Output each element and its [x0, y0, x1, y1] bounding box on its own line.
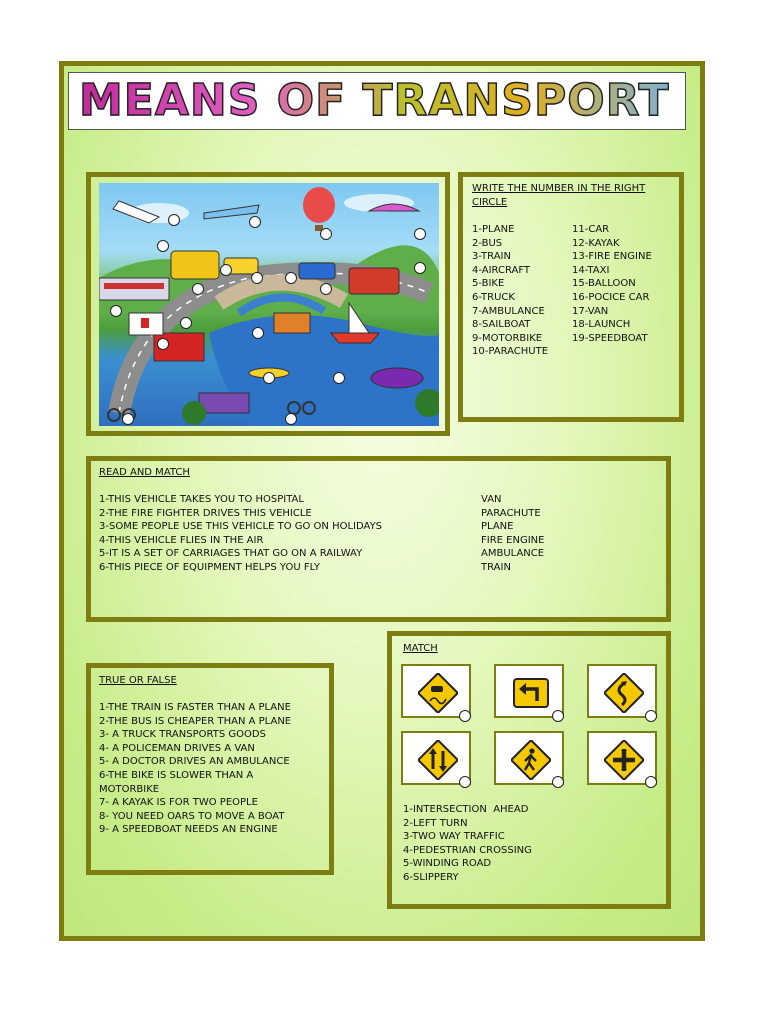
- list-item: PLANE: [481, 521, 514, 533]
- list-item: 4- A POLICEMAN DRIVES A VAN: [99, 742, 255, 754]
- winding-road-sign: [587, 664, 657, 718]
- slippery-road-sign: [401, 664, 471, 718]
- list-item: AMBULANCE: [481, 548, 545, 560]
- list-item: 4-THIS VEHICLE FLIES IN THE AIR: [99, 534, 264, 546]
- list-item: 2-LEFT TURN: [403, 817, 468, 829]
- list-item: 11-CAR: [572, 224, 610, 235]
- answer-circle[interactable]: [252, 327, 264, 339]
- pedestrian-crossing-icon: [511, 740, 551, 780]
- read-and-match-answers: [481, 493, 544, 575]
- list-item: 7- A KAYAK IS FOR TWO PEOPLE: [99, 797, 258, 809]
- answer-circle[interactable]: [333, 372, 345, 384]
- vocab-list-left: [472, 223, 548, 359]
- left-turn-icon: [511, 673, 551, 713]
- answer-circle[interactable]: [285, 272, 297, 284]
- list-item: 5-BIKE: [472, 278, 505, 290]
- list-item: 6-SLIPPERY: [403, 871, 459, 883]
- answer-circle[interactable]: [157, 240, 169, 252]
- list-item: VAN: [481, 494, 502, 505]
- read-and-match-heading: READ AND MATCH: [99, 467, 190, 478]
- list-item: PARACHUTE: [481, 507, 541, 519]
- list-item: 1-THIS VEHICLE TAKES YOU TO HOSPITAL: [99, 494, 304, 505]
- answer-circle[interactable]: [645, 776, 657, 788]
- list-item: 2-THE FIRE FIGHTER DRIVES THIS VEHICLE: [99, 507, 312, 519]
- answer-circle[interactable]: [552, 710, 564, 722]
- list-item: 10-PARACHUTE: [472, 346, 549, 358]
- list-item: 1-THE TRAIN IS FASTER THAN A PLANE: [99, 702, 291, 713]
- intersection-ahead-icon: [604, 740, 644, 780]
- list-item: 1-PLANE: [472, 224, 515, 235]
- answer-circle[interactable]: [168, 214, 180, 226]
- answer-circle[interactable]: [157, 338, 169, 350]
- list-item: 9-MOTORBIKE: [472, 332, 543, 344]
- slippery-road-icon: [418, 673, 458, 713]
- answer-circle[interactable]: [263, 372, 275, 384]
- answer-circle[interactable]: [122, 413, 134, 425]
- read-and-match-sentences: [99, 493, 382, 575]
- list-item: 15-BALLOON: [572, 278, 636, 290]
- answer-circle[interactable]: [459, 710, 471, 722]
- transport-scene-illustration: [99, 183, 439, 426]
- list-item: 12-KAYAK: [572, 237, 620, 249]
- list-item: 4-PEDESTRIAN CROSSING: [403, 844, 532, 856]
- match-options: [403, 803, 532, 885]
- page-title: MEANS OF TRANSPORT: [79, 75, 670, 126]
- list-item: TRAIN: [481, 561, 511, 573]
- answer-circle[interactable]: [285, 413, 297, 425]
- list-item: 7-AMBULANCE: [472, 305, 545, 317]
- two-way-traffic-icon: [418, 740, 458, 780]
- list-item: 16-POCICE CAR: [572, 291, 650, 303]
- answer-circle[interactable]: [251, 272, 263, 284]
- answer-circle[interactable]: [414, 228, 426, 240]
- list-item: FIRE ENGINE: [481, 534, 545, 546]
- list-item: 3-TRAIN: [472, 251, 511, 263]
- answer-circle[interactable]: [220, 264, 232, 276]
- list-item: 5-IT IS A SET OF CARRIAGES THAT GO ON A RAILWAY: [99, 548, 363, 560]
- instruction-line-1: WRITE THE NUMBER IN THE RIGHT: [472, 183, 646, 194]
- list-item: 19-SPEEDBOAT: [572, 332, 648, 344]
- list-item: 6-THE BIKE IS SLOWER THAN A: [99, 769, 254, 781]
- answer-circle[interactable]: [552, 776, 564, 788]
- answer-circle[interactable]: [320, 283, 332, 295]
- instruction-line-2: CIRCLE: [472, 197, 508, 208]
- answer-circle[interactable]: [110, 305, 122, 317]
- answer-circle[interactable]: [414, 262, 426, 274]
- scene-svg: [99, 183, 439, 426]
- left-turn-sign: [494, 664, 564, 718]
- list-item: 14-TAXI: [572, 264, 610, 276]
- vocab-list-right: [572, 223, 652, 345]
- list-item: 9- A SPEEDBOAT NEEDS AN ENGINE: [99, 824, 278, 836]
- list-item: 2-THE BUS IS CHEAPER THAN A PLANE: [99, 715, 292, 727]
- title-box: [68, 72, 686, 130]
- list-item: 1-INTERSECTION AHEAD: [403, 804, 529, 815]
- answer-circle[interactable]: [320, 228, 332, 240]
- answer-circle[interactable]: [645, 710, 657, 722]
- list-item: MOTORBIKE: [99, 783, 160, 795]
- list-item: 5- A DOCTOR DRIVES AN AMBULANCE: [99, 756, 290, 768]
- list-item: 6-TRUCK: [472, 291, 515, 303]
- match-heading: MATCH: [403, 643, 438, 654]
- list-item: 2-BUS: [472, 237, 503, 249]
- list-item: 13-FIRE ENGINE: [572, 251, 652, 263]
- list-item: 3-SOME PEOPLE USE THIS VEHICLE TO GO ON HOLIDAYS: [99, 521, 383, 533]
- list-item: 8- YOU NEED OARS TO MOVE A BOAT: [99, 810, 285, 822]
- winding-road-icon: [604, 673, 644, 713]
- list-item: 5-WINDING ROAD: [403, 858, 492, 870]
- list-item: 4-AIRCRAFT: [472, 264, 531, 276]
- answer-circle[interactable]: [180, 317, 192, 329]
- list-item: 17-VAN: [572, 305, 609, 317]
- list-item: 18-LAUNCH: [572, 319, 631, 331]
- list-item: 6-THIS PIECE OF EQUIPMENT HELPS YOU FLY: [99, 561, 320, 573]
- answer-circle[interactable]: [459, 776, 471, 788]
- answer-circle[interactable]: [192, 283, 204, 295]
- true-or-false-heading: TRUE OR FALSE: [99, 675, 177, 686]
- true-or-false-statements: [99, 701, 291, 837]
- list-item: 3-TWO WAY TRAFFIC: [403, 831, 505, 843]
- answer-circle[interactable]: [249, 216, 261, 228]
- list-item: 3- A TRUCK TRANSPORTS GOODS: [99, 729, 266, 741]
- list-item: 8-SAILBOAT: [472, 319, 531, 331]
